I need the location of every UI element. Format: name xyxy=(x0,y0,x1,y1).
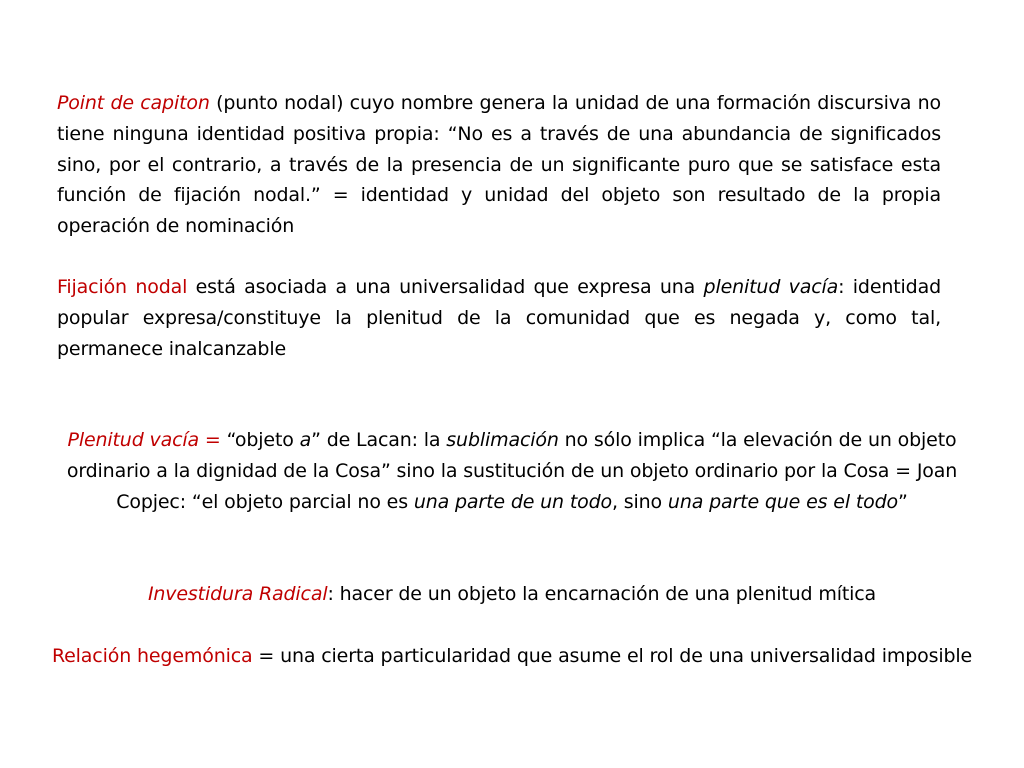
emphasis-parte-de-un-todo: una parte de un todo xyxy=(413,490,612,513)
paragraph-relacion-hegemonica xyxy=(40,641,984,672)
paragraph-text: (punto nodal) cuyo nombre genera la unidad de una formación discursiva no tiene ninguna identidad positiva propia: “No es a través de una abundancia de significados sino, por el contrario, a través de la presencia de un significante puro que se satisface esta función de fijación nodal.” = identidad y unidad del objeto son resultado de la propia operación de nominación xyxy=(57,92,942,238)
term-equals: = xyxy=(199,429,221,451)
emphasis-parte-que-es-el-todo: una parte que es el todo xyxy=(667,490,899,513)
paragraph-fijacion-nodal xyxy=(57,272,941,364)
term-fijacion-nodal: Fijación nodal xyxy=(57,276,188,298)
paragraph-text: está asociada a una universalidad que expresa una xyxy=(187,276,704,298)
paragraph-point-de-capiton xyxy=(57,88,941,242)
emphasis-plenitud-vacia: plenitud vacía xyxy=(703,276,839,298)
paragraph-text: : hacer de un objeto la encarnación de una plenitud mítica xyxy=(327,583,877,605)
paragraph-text: , sino xyxy=(612,490,668,513)
term-point-de-capiton: Point de capiton xyxy=(57,92,210,114)
paragraph-text: = una cierta particularidad que asume el rol de una universalidad imposible xyxy=(252,645,973,667)
emphasis-sublimacion: sublimación xyxy=(446,429,559,451)
paragraph-investidura-radical xyxy=(40,579,984,610)
paragraph-text: “objeto xyxy=(220,429,300,451)
paragraph-text: ” de Lacan: la xyxy=(311,429,447,451)
paragraph-text: : identidad popular expresa/constituye la plenitud de la comunidad que es negada y, como tal, permanece inalcanzable xyxy=(57,276,941,360)
emphasis-objeto-a: a xyxy=(299,429,312,451)
term-investidura-radical: Investidura Radical xyxy=(147,583,328,605)
term-relacion-hegemonica: Relación hegemónica xyxy=(51,645,253,667)
paragraph-plenitud-vacia xyxy=(40,425,984,517)
term-plenitud-vacia: Plenitud vacía xyxy=(67,429,200,451)
paragraph-text: no sólo implica “la elevación de un objeto ordinario a la dignidad de la Cosa” sino la sustitución de un objeto ordinario por la Cosa = Joan Copjec: “el objeto parcial no es xyxy=(66,429,958,513)
paragraph-text: ” xyxy=(898,490,908,513)
